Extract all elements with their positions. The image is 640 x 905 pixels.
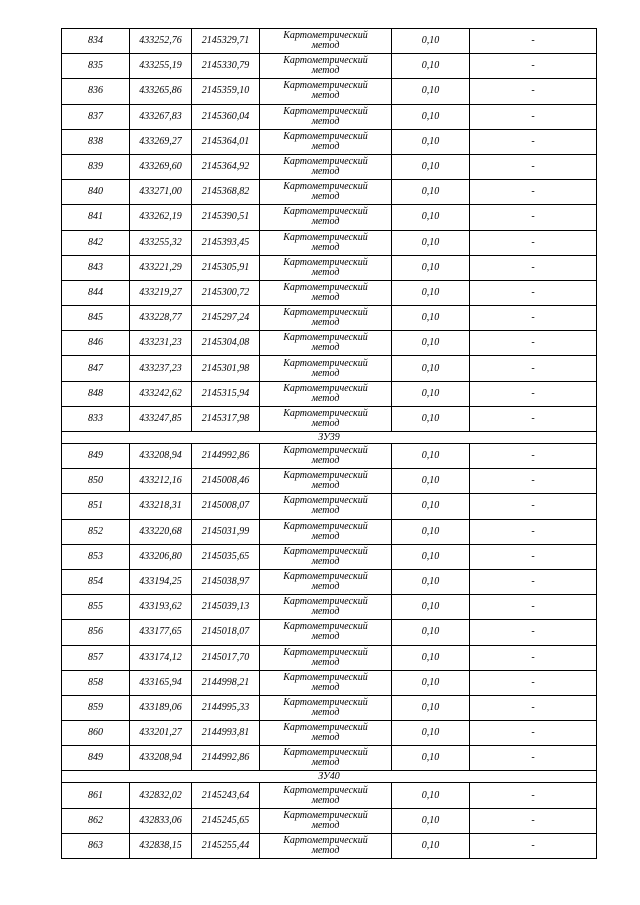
method-line-1: Картометрический: [283, 470, 368, 482]
method-cell: [260, 356, 392, 381]
method-line-2: метод: [311, 606, 340, 618]
note-cell: -: [470, 230, 597, 255]
method-line-1: Картометрический: [283, 747, 368, 759]
table-row: [62, 833, 597, 858]
table-row: [62, 331, 597, 356]
method-cell: [260, 306, 392, 331]
method-line-1: Картометрический: [283, 357, 368, 369]
method-cell: [260, 381, 392, 406]
note-cell: -: [470, 444, 597, 469]
accuracy-cell: 0,10: [392, 645, 470, 670]
y-coordinate-cell: 2145243,64: [192, 783, 260, 808]
y-coordinate-cell: 2145255,44: [192, 833, 260, 858]
accuracy-cell: 0,10: [392, 595, 470, 620]
method-line-1: Картометрический: [283, 495, 368, 507]
method-cell: [260, 54, 392, 79]
y-coordinate-cell: 2145035,65: [192, 544, 260, 569]
point-number-cell: 849: [62, 444, 130, 469]
table-row: [62, 280, 597, 305]
method-cell: [260, 833, 392, 858]
y-coordinate-cell: 2145304,08: [192, 331, 260, 356]
note-cell: -: [470, 255, 597, 280]
x-coordinate-cell: 433228,77: [130, 306, 192, 331]
accuracy-cell: 0,10: [392, 670, 470, 695]
accuracy-cell: 0,10: [392, 54, 470, 79]
table-row: [62, 205, 597, 230]
method-line-2: метод: [311, 530, 340, 542]
method-cell: [260, 695, 392, 720]
method-line-2: метод: [311, 794, 340, 806]
table-row: [62, 544, 597, 569]
note-cell: -: [470, 356, 597, 381]
method-line-2: метод: [311, 455, 340, 467]
method-line-1: Картометрический: [283, 520, 368, 532]
method-cell: [260, 620, 392, 645]
table-row: [62, 154, 597, 179]
method-line-1: Картометрический: [283, 55, 368, 67]
point-number-cell: 840: [62, 180, 130, 205]
method-cell: [260, 519, 392, 544]
x-coordinate-cell: 433265,86: [130, 79, 192, 104]
method-line-1: Картометрический: [283, 130, 368, 142]
x-coordinate-cell: 433255,19: [130, 54, 192, 79]
coordinates-table-body: [62, 29, 597, 859]
point-number-cell: 855: [62, 595, 130, 620]
method-cell: [260, 406, 392, 431]
table-row: [62, 695, 597, 720]
x-coordinate-cell: 433237,23: [130, 356, 192, 381]
point-number-cell: 843: [62, 255, 130, 280]
table-row: [62, 808, 597, 833]
x-coordinate-cell: 432833,06: [130, 808, 192, 833]
accuracy-cell: 0,10: [392, 356, 470, 381]
y-coordinate-cell: 2145315,94: [192, 381, 260, 406]
y-coordinate-cell: 2144992,86: [192, 746, 260, 771]
method-line-2: метод: [311, 115, 340, 127]
method-cell: [260, 104, 392, 129]
point-number-cell: 858: [62, 670, 130, 695]
x-coordinate-cell: 433271,00: [130, 180, 192, 205]
accuracy-cell: 0,10: [392, 721, 470, 746]
y-coordinate-cell: 2145368,82: [192, 180, 260, 205]
x-coordinate-cell: 433269,60: [130, 154, 192, 179]
accuracy-cell: 0,10: [392, 746, 470, 771]
point-number-cell: 862: [62, 808, 130, 833]
y-coordinate-cell: 2144998,21: [192, 670, 260, 695]
note-cell: -: [470, 180, 597, 205]
point-number-cell: 841: [62, 205, 130, 230]
table-row: [62, 230, 597, 255]
method-cell: [260, 469, 392, 494]
x-coordinate-cell: 433252,76: [130, 29, 192, 54]
y-coordinate-cell: 2145008,07: [192, 494, 260, 519]
y-coordinate-cell: 2145364,01: [192, 129, 260, 154]
note-cell: -: [470, 104, 597, 129]
table-row: [62, 569, 597, 594]
method-line-1: Картометрический: [283, 696, 368, 708]
x-coordinate-cell: 433220,68: [130, 519, 192, 544]
accuracy-cell: 0,10: [392, 205, 470, 230]
table-row: [62, 54, 597, 79]
x-coordinate-cell: 433231,23: [130, 331, 192, 356]
method-line-2: метод: [311, 90, 340, 102]
accuracy-cell: 0,10: [392, 833, 470, 858]
method-line-1: Картометрический: [283, 231, 368, 243]
method-line-2: метод: [311, 40, 340, 52]
method-line-1: Картометрический: [283, 621, 368, 633]
table-row: [62, 129, 597, 154]
method-line-1: Картометрический: [283, 30, 368, 42]
point-number-cell: 833: [62, 406, 130, 431]
method-line-1: Картометрический: [283, 382, 368, 394]
y-coordinate-cell: 2144992,86: [192, 444, 260, 469]
method-cell: [260, 331, 392, 356]
accuracy-cell: 0,10: [392, 695, 470, 720]
point-number-cell: 849: [62, 746, 130, 771]
method-line-2: метод: [311, 581, 340, 593]
table-row: [62, 180, 597, 205]
note-cell: -: [470, 306, 597, 331]
method-cell: [260, 255, 392, 280]
method-line-2: метод: [311, 241, 340, 253]
accuracy-cell: 0,10: [392, 230, 470, 255]
point-number-cell: 836: [62, 79, 130, 104]
point-number-cell: 854: [62, 569, 130, 594]
x-coordinate-cell: 433255,32: [130, 230, 192, 255]
y-coordinate-cell: 2145390,51: [192, 205, 260, 230]
accuracy-cell: 0,10: [392, 255, 470, 280]
method-cell: [260, 444, 392, 469]
method-line-1: Картометрический: [283, 445, 368, 457]
coordinates-table: [61, 28, 597, 859]
method-line-1: Картометрический: [283, 545, 368, 557]
point-number-cell: 848: [62, 381, 130, 406]
method-line-1: Картометрический: [283, 307, 368, 319]
method-line-1: Картометрический: [283, 80, 368, 92]
y-coordinate-cell: 2144993,81: [192, 721, 260, 746]
table-row: [62, 356, 597, 381]
method-cell: [260, 154, 392, 179]
method-cell: [260, 230, 392, 255]
y-coordinate-cell: 2145359,10: [192, 79, 260, 104]
method-line-1: Картометрический: [283, 181, 368, 193]
table-row: [62, 746, 597, 771]
table-row: [62, 519, 597, 544]
point-number-cell: 853: [62, 544, 130, 569]
method-cell: [260, 544, 392, 569]
method-line-1: Картометрический: [283, 105, 368, 117]
point-number-cell: 846: [62, 331, 130, 356]
method-cell: [260, 808, 392, 833]
table-row: [62, 469, 597, 494]
x-coordinate-cell: 433177,65: [130, 620, 192, 645]
y-coordinate-cell: 2145360,04: [192, 104, 260, 129]
method-line-2: метод: [311, 216, 340, 228]
note-cell: -: [470, 519, 597, 544]
point-number-cell: 839: [62, 154, 130, 179]
table-row: [62, 306, 597, 331]
y-coordinate-cell: 2145305,91: [192, 255, 260, 280]
accuracy-cell: 0,10: [392, 280, 470, 305]
y-coordinate-cell: 2145300,72: [192, 280, 260, 305]
note-cell: -: [470, 595, 597, 620]
note-cell: -: [470, 544, 597, 569]
method-line-1: Картометрический: [283, 809, 368, 821]
method-line-1: Картометрический: [283, 571, 368, 583]
note-cell: -: [470, 645, 597, 670]
group-header-row: [62, 432, 597, 444]
note-cell: -: [470, 79, 597, 104]
table-row: [62, 783, 597, 808]
accuracy-cell: 0,10: [392, 808, 470, 833]
note-cell: -: [470, 569, 597, 594]
accuracy-cell: 0,10: [392, 406, 470, 431]
method-cell: [260, 721, 392, 746]
y-coordinate-cell: 2145301,98: [192, 356, 260, 381]
method-line-2: метод: [311, 317, 340, 329]
method-cell: [260, 180, 392, 205]
method-cell: [260, 746, 392, 771]
method-line-2: метод: [311, 266, 340, 278]
point-number-cell: 859: [62, 695, 130, 720]
y-coordinate-cell: 2145393,45: [192, 230, 260, 255]
point-number-cell: 847: [62, 356, 130, 381]
accuracy-cell: 0,10: [392, 381, 470, 406]
accuracy-cell: 0,10: [392, 29, 470, 54]
table-row: [62, 29, 597, 54]
table-row: [62, 406, 597, 431]
x-coordinate-cell: 433208,94: [130, 444, 192, 469]
accuracy-cell: 0,10: [392, 519, 470, 544]
x-coordinate-cell: 433219,27: [130, 280, 192, 305]
accuracy-cell: 0,10: [392, 306, 470, 331]
point-number-cell: 835: [62, 54, 130, 79]
table-row: [62, 444, 597, 469]
method-line-1: Картометрический: [283, 722, 368, 734]
method-line-1: Картометрический: [283, 206, 368, 218]
y-coordinate-cell: 2145245,65: [192, 808, 260, 833]
table-row: [62, 645, 597, 670]
method-line-2: метод: [311, 757, 340, 769]
note-cell: -: [470, 54, 597, 79]
group-header-row: [62, 771, 597, 783]
method-cell: [260, 494, 392, 519]
method-cell: [260, 645, 392, 670]
y-coordinate-cell: 2145038,97: [192, 569, 260, 594]
x-coordinate-cell: 433193,62: [130, 595, 192, 620]
table-row: [62, 595, 597, 620]
method-line-2: метод: [311, 555, 340, 567]
table-row: [62, 620, 597, 645]
method-line-1: Картометрический: [283, 784, 368, 796]
note-cell: -: [470, 205, 597, 230]
point-number-cell: 863: [62, 833, 130, 858]
method-line-2: метод: [311, 367, 340, 379]
x-coordinate-cell: 433208,94: [130, 746, 192, 771]
x-coordinate-cell: 432838,15: [130, 833, 192, 858]
y-coordinate-cell: 2145008,46: [192, 469, 260, 494]
method-line-1: Картометрический: [283, 834, 368, 846]
note-cell: -: [470, 494, 597, 519]
method-line-2: метод: [311, 706, 340, 718]
accuracy-cell: 0,10: [392, 79, 470, 104]
x-coordinate-cell: 433189,06: [130, 695, 192, 720]
table-row: [62, 104, 597, 129]
method-cell: [260, 569, 392, 594]
group-header-label: ЗУ39: [62, 432, 597, 444]
note-cell: -: [470, 695, 597, 720]
method-cell: [260, 129, 392, 154]
method-cell: [260, 205, 392, 230]
method-cell: [260, 280, 392, 305]
accuracy-cell: 0,10: [392, 544, 470, 569]
note-cell: -: [470, 381, 597, 406]
x-coordinate-cell: 433201,27: [130, 721, 192, 746]
method-line-2: метод: [311, 417, 340, 429]
note-cell: -: [470, 280, 597, 305]
method-line-2: метод: [311, 291, 340, 303]
x-coordinate-cell: 433262,19: [130, 205, 192, 230]
method-line-1: Картометрический: [283, 646, 368, 658]
method-line-1: Картометрический: [283, 256, 368, 268]
accuracy-cell: 0,10: [392, 620, 470, 645]
point-number-cell: 856: [62, 620, 130, 645]
note-cell: -: [470, 721, 597, 746]
table-row: [62, 255, 597, 280]
method-line-2: метод: [311, 505, 340, 517]
method-line-1: Картометрический: [283, 281, 368, 293]
note-cell: -: [470, 129, 597, 154]
x-coordinate-cell: 433267,83: [130, 104, 192, 129]
x-coordinate-cell: 433221,29: [130, 255, 192, 280]
method-cell: [260, 670, 392, 695]
table-row: [62, 494, 597, 519]
group-header-label: ЗУ40: [62, 771, 597, 783]
point-number-cell: 844: [62, 280, 130, 305]
note-cell: -: [470, 746, 597, 771]
method-line-2: метод: [311, 681, 340, 693]
method-cell: [260, 29, 392, 54]
note-cell: -: [470, 833, 597, 858]
note-cell: -: [470, 406, 597, 431]
method-line-2: метод: [311, 732, 340, 744]
y-coordinate-cell: 2145017,70: [192, 645, 260, 670]
method-line-2: метод: [311, 65, 340, 77]
note-cell: -: [470, 620, 597, 645]
method-line-2: метод: [311, 392, 340, 404]
x-coordinate-cell: 433165,94: [130, 670, 192, 695]
point-number-cell: 837: [62, 104, 130, 129]
method-line-1: Картометрический: [283, 671, 368, 683]
x-coordinate-cell: 433269,27: [130, 129, 192, 154]
y-coordinate-cell: 2145297,24: [192, 306, 260, 331]
note-cell: -: [470, 331, 597, 356]
accuracy-cell: 0,10: [392, 469, 470, 494]
method-line-1: Картометрический: [283, 596, 368, 608]
point-number-cell: 852: [62, 519, 130, 544]
method-line-2: метод: [311, 166, 340, 178]
point-number-cell: 860: [62, 721, 130, 746]
accuracy-cell: 0,10: [392, 331, 470, 356]
point-number-cell: 851: [62, 494, 130, 519]
y-coordinate-cell: 2145039,13: [192, 595, 260, 620]
method-cell: [260, 783, 392, 808]
y-coordinate-cell: 2145329,71: [192, 29, 260, 54]
method-line-2: метод: [311, 656, 340, 668]
table-row: [62, 721, 597, 746]
x-coordinate-cell: 433206,80: [130, 544, 192, 569]
point-number-cell: 850: [62, 469, 130, 494]
table-row: [62, 670, 597, 695]
y-coordinate-cell: 2145317,98: [192, 406, 260, 431]
x-coordinate-cell: 433247,85: [130, 406, 192, 431]
accuracy-cell: 0,10: [392, 129, 470, 154]
method-line-2: метод: [311, 631, 340, 643]
y-coordinate-cell: 2144995,33: [192, 695, 260, 720]
y-coordinate-cell: 2145364,92: [192, 154, 260, 179]
method-cell: [260, 79, 392, 104]
x-coordinate-cell: 433194,25: [130, 569, 192, 594]
point-number-cell: 842: [62, 230, 130, 255]
method-line-2: метод: [311, 191, 340, 203]
x-coordinate-cell: 433174,12: [130, 645, 192, 670]
y-coordinate-cell: 2145330,79: [192, 54, 260, 79]
accuracy-cell: 0,10: [392, 104, 470, 129]
point-number-cell: 838: [62, 129, 130, 154]
accuracy-cell: 0,10: [392, 444, 470, 469]
note-cell: -: [470, 670, 597, 695]
point-number-cell: 834: [62, 29, 130, 54]
method-line-1: Картометрический: [283, 332, 368, 344]
y-coordinate-cell: 2145018,07: [192, 620, 260, 645]
point-number-cell: 845: [62, 306, 130, 331]
note-cell: -: [470, 469, 597, 494]
accuracy-cell: 0,10: [392, 569, 470, 594]
method-line-2: метод: [311, 342, 340, 354]
accuracy-cell: 0,10: [392, 180, 470, 205]
accuracy-cell: 0,10: [392, 154, 470, 179]
accuracy-cell: 0,10: [392, 783, 470, 808]
x-coordinate-cell: 433212,16: [130, 469, 192, 494]
x-coordinate-cell: 432832,02: [130, 783, 192, 808]
method-line-2: метод: [311, 844, 340, 856]
method-line-1: Картометрический: [283, 407, 368, 419]
accuracy-cell: 0,10: [392, 494, 470, 519]
method-cell: [260, 595, 392, 620]
point-number-cell: 857: [62, 645, 130, 670]
note-cell: -: [470, 783, 597, 808]
note-cell: -: [470, 154, 597, 179]
table-row: [62, 79, 597, 104]
note-cell: -: [470, 29, 597, 54]
method-line-1: Картометрический: [283, 156, 368, 168]
method-line-2: метод: [311, 140, 340, 152]
x-coordinate-cell: 433242,62: [130, 381, 192, 406]
x-coordinate-cell: 433218,31: [130, 494, 192, 519]
method-line-2: метод: [311, 480, 340, 492]
y-coordinate-cell: 2145031,99: [192, 519, 260, 544]
point-number-cell: 861: [62, 783, 130, 808]
table-row: [62, 381, 597, 406]
method-line-2: метод: [311, 819, 340, 831]
note-cell: -: [470, 808, 597, 833]
